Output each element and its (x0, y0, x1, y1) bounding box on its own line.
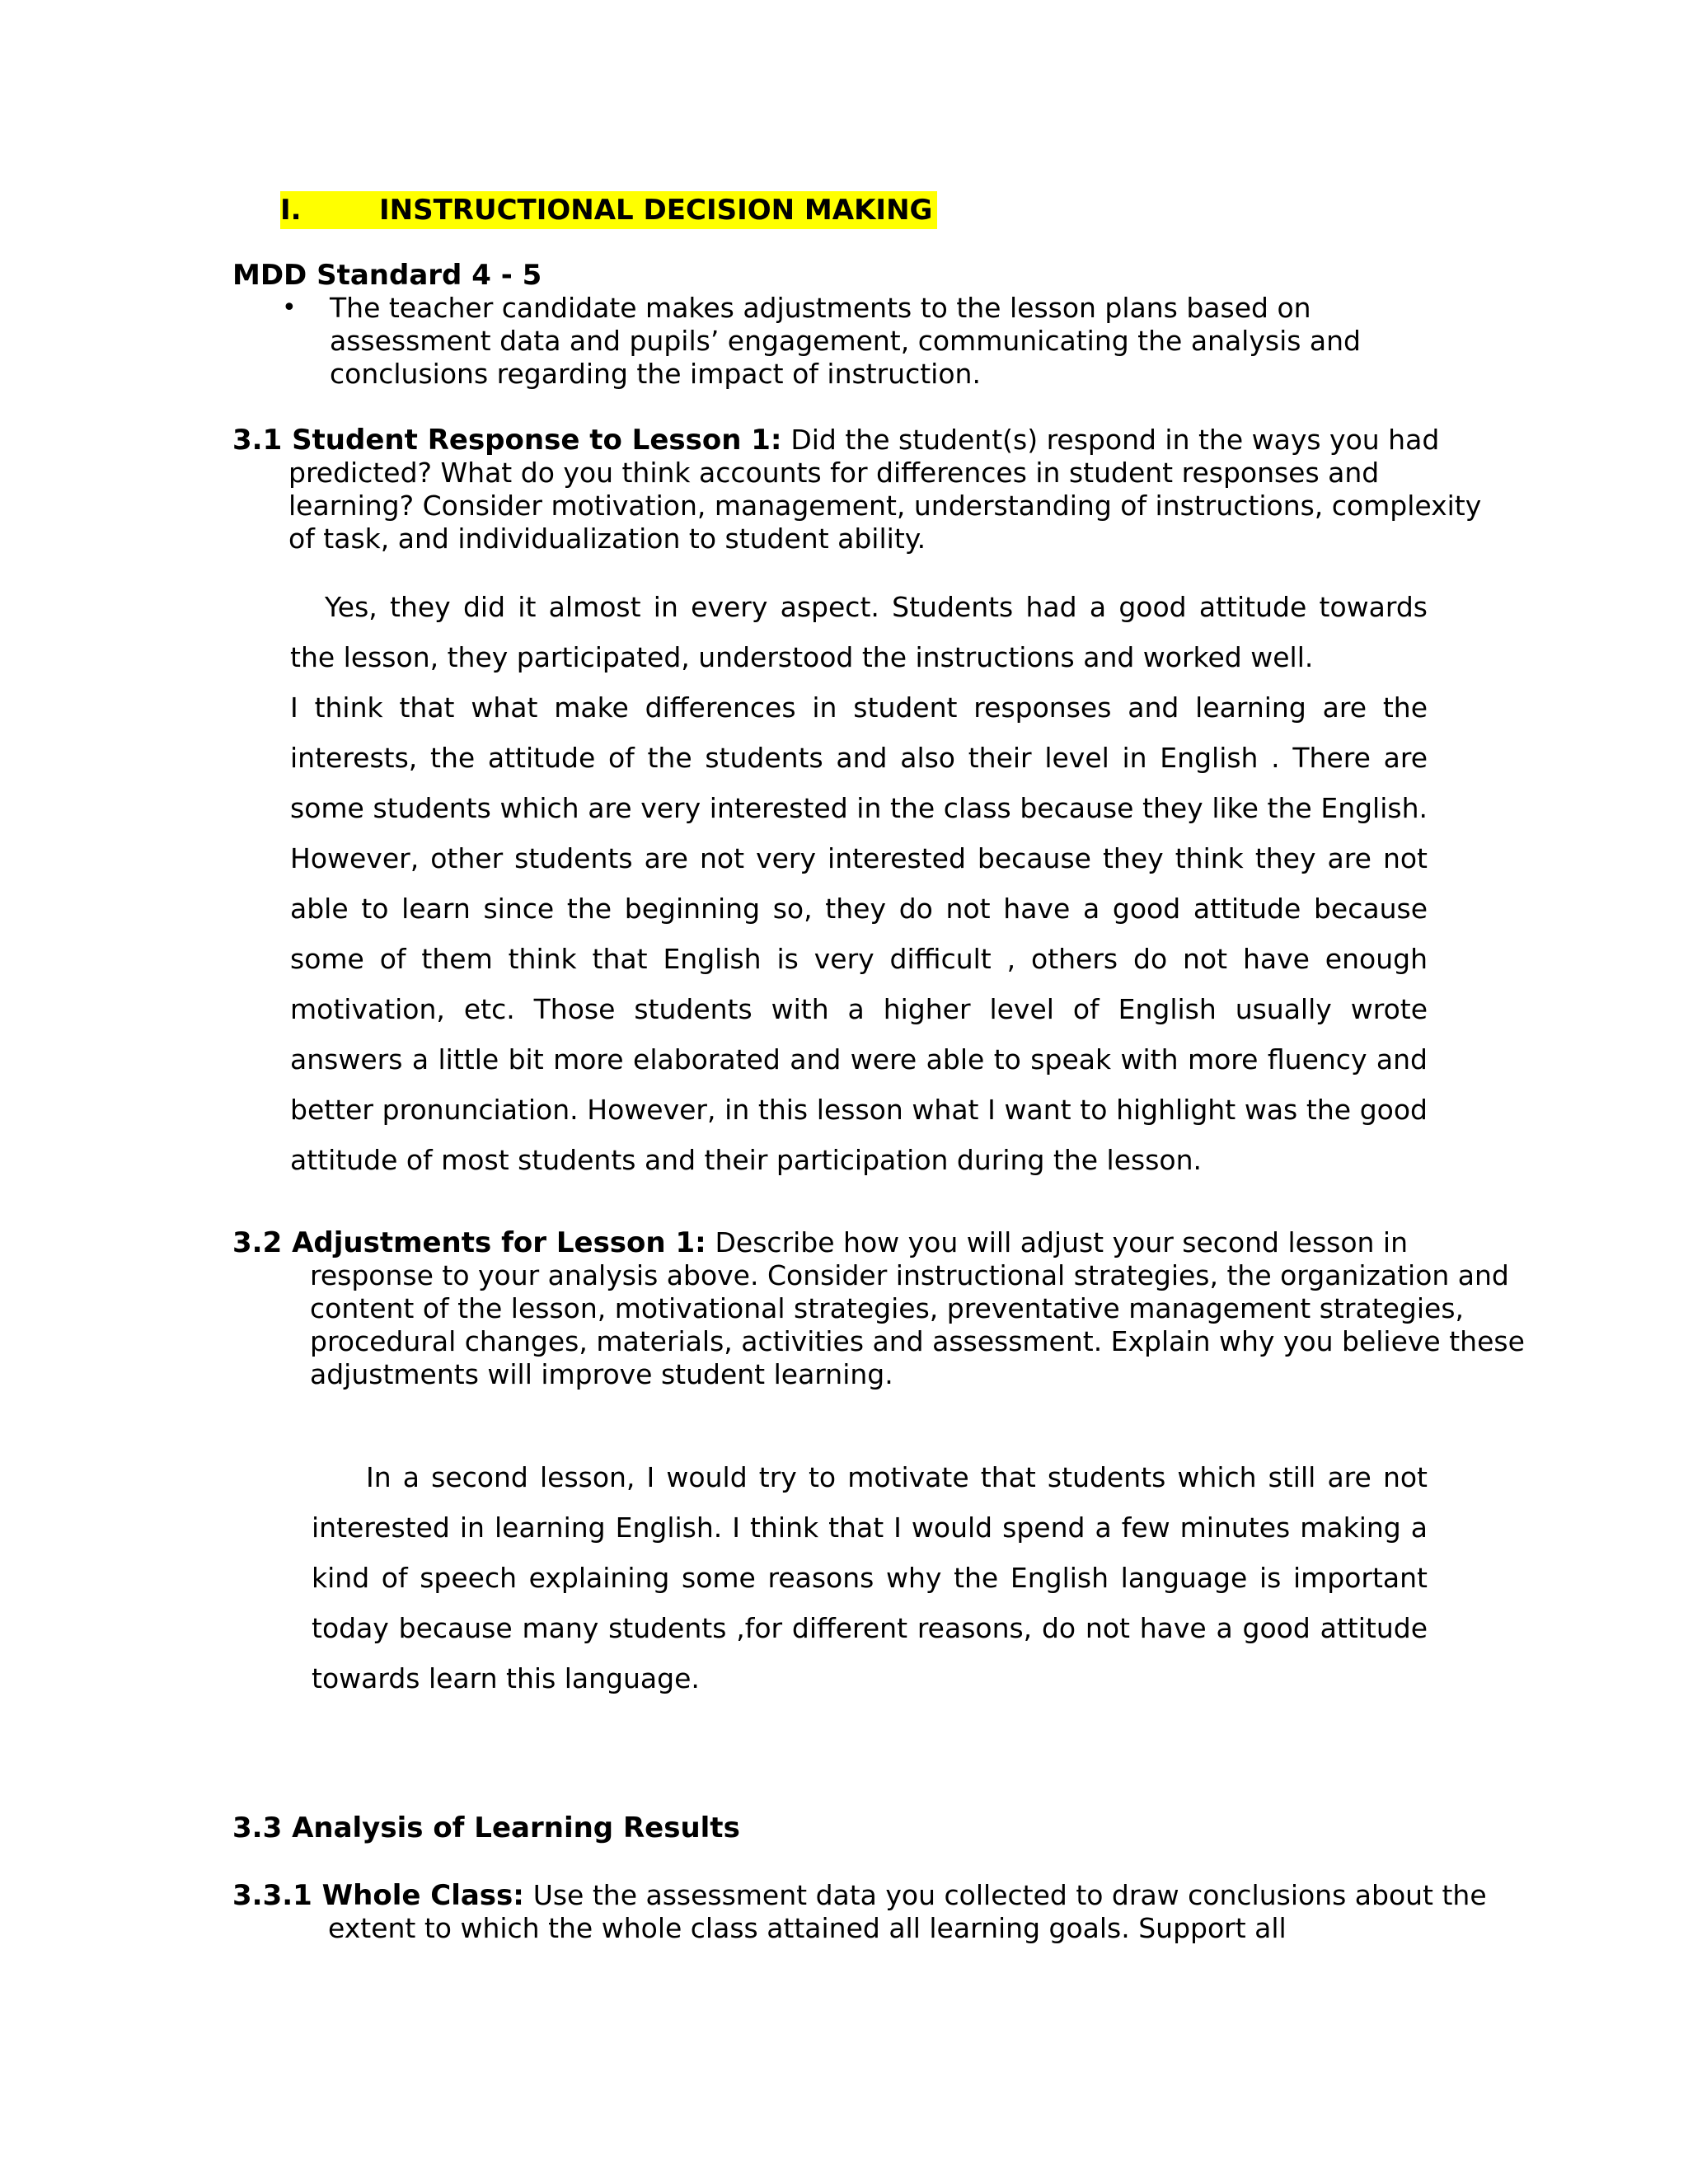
standard-title: MDD Standard 4 - 5 (232, 259, 542, 292)
question-3-2 (232, 1226, 1530, 1391)
answer-3-1-paragraph-2: I think that what make differences in student responses and learning are the interests, the attitude of the students and also their level in English . There are some students which are very interested in the class because they like the English. However, other students are not very interested because they think they are not able to learn since the beginning so, they do not have a good attitude because some of them think that English is very difficult , others do not have enough motivation, etc. Those students with a higher level of English usually wrote answers a little bit more elaborated and were able to speak with more fluency and better pronunciation. However, in this lesson what I want to highlight was the good attitude of most students and their participation during the lesson. (290, 691, 1428, 1176)
question-3-3-1-text: Use the assessment data you collected to draw conclusions about the extent to which the whole class attained all learning goals. Support all (328, 1879, 1487, 1944)
standard-bullet-text: The teacher candidate makes adjustments to the lesson plans based on assessment data and pupils’ engagement, communicating the analysis and conclusions regarding the impact of instruction. (330, 292, 1362, 390)
bullet-icon: • (282, 293, 297, 322)
answer-3-1 (290, 582, 1428, 1185)
question-3-2-text: Describe how you will adjust your second lesson in response to your analysis above. Consider instructional strategies, the organization and content of the lesson, motivational strategies, preventative management strategies, procedural changes, materials, activities and assessment. Explain why you believe these adjustments will improve student learning. (310, 1226, 1525, 1390)
heading-3-3: 3.3 Analysis of Learning Results (232, 1811, 740, 1844)
question-3-2-label: 3.2 Adjustments for Lesson 1: (232, 1226, 706, 1259)
section-number: I. (280, 194, 302, 227)
question-3-1-label: 3.1 Student Response to Lesson 1: (232, 424, 782, 457)
section-heading-text: INSTRUCTIONAL DECISION MAKING (379, 194, 933, 227)
question-3-1 (232, 424, 1508, 555)
question-3-3-1-label: 3.3.1 Whole Class: (232, 1879, 524, 1912)
question-3-3-1 (232, 1879, 1548, 1945)
standard-bullet (282, 292, 1436, 391)
answer-3-1-paragraph-1: Yes, they did it almost in every aspect. Students had a good attitude towards the lesson, they participated, understood the instructions and worked well. (290, 591, 1428, 673)
question-3-1-text: Did the student(s) respond in the ways you had predicted? What do you think accounts for differences in student responses and learning? Consider motivation, management, understanding of instructions, complexity of task, and individualization to student ability. (288, 424, 1482, 555)
section-title (280, 191, 937, 229)
answer-3-2-paragraph: In a second lesson, I would try to motivate that students which still are not interested in learning English. I think that I would spend a few minutes making a kind of speech explaining some reasons why the English language is important today because many students ,for different reasons, do not have a good attitude towards learn this language. (312, 1461, 1428, 1694)
answer-3-2 (312, 1452, 1428, 1704)
